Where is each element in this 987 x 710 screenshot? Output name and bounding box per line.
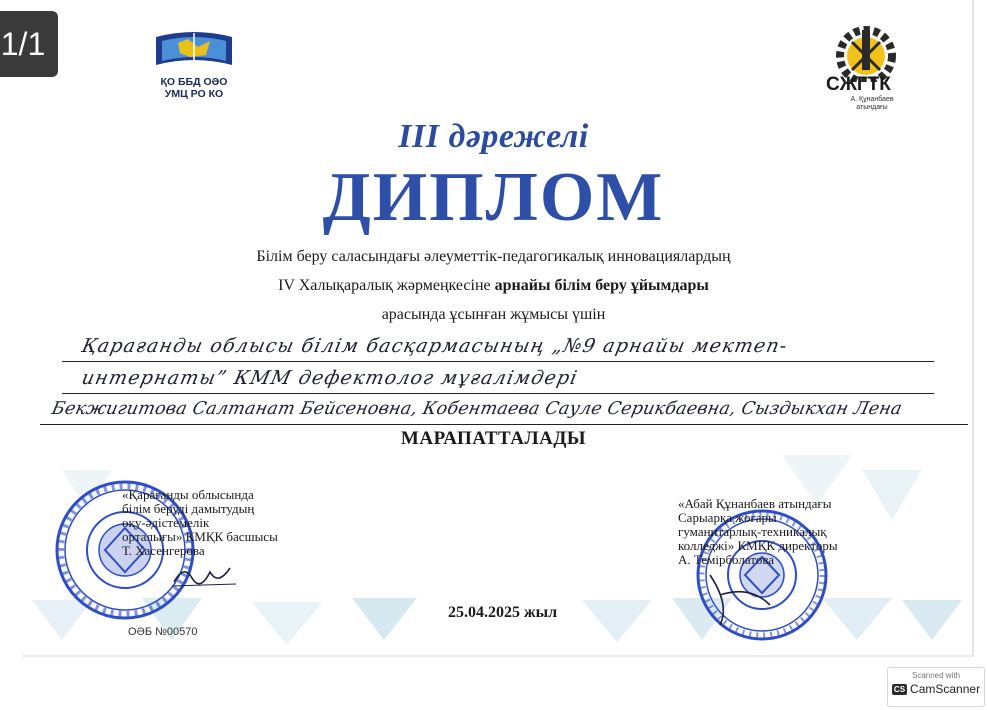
camscanner-logo-icon: CS: [893, 684, 906, 694]
diploma-degree: III дәрежелі: [398, 118, 589, 155]
intro-line-2: [0, 277, 987, 295]
diploma-title: ДИПЛОМ: [322, 159, 665, 236]
scanner-caption: Scanned with: [911, 671, 961, 680]
intro-line-3: арасында ұсынған жұмысы үшін: [381, 306, 606, 323]
handwritten-line-1: Қарағанды облысы білім басқармасының „№9 арнайы мектеп-: [79, 335, 790, 357]
book-emblem-icon: [148, 25, 240, 71]
right-signature: [700, 565, 790, 635]
scanner-brand-name: CamScanner: [910, 682, 981, 696]
college-abbreviation: СЖГТК: [826, 74, 891, 95]
intro-line-2-bold: арнайы білім беру ұйымдары: [494, 277, 709, 294]
page-counter: 1/1: [0, 11, 58, 77]
fill-in-rule-1: [62, 361, 934, 362]
fill-in-rule-2: [62, 393, 934, 394]
right-signatory-line-1: «Абай Құнанбаев атындағы: [678, 496, 832, 511]
organization-logo-left: [148, 25, 240, 100]
left-signatory-line-5: Т. Хасенгерова: [122, 543, 205, 558]
right-signatory: [678, 497, 838, 567]
left-signatory-line-3: оқу-әдістемелік: [122, 515, 210, 530]
awarded-heading: МАРАПАТТАЛАДЫ: [400, 428, 587, 449]
scanner-brand: [888, 682, 984, 696]
right-signatory-line-4: колледжі» КМҚК директоры: [678, 538, 838, 553]
logo-left-line2: УМЦ РО КО: [164, 88, 224, 100]
left-signature: [170, 560, 240, 590]
serial-number: ОӘБ №00570: [128, 626, 198, 638]
intro-line-2-prefix: IV Халықаралық жәрмеңкесіне: [278, 277, 495, 294]
fill-in-rule-3: [40, 424, 968, 425]
handwritten-line-2: интернаты” КММ дефектолог мұғалімдері: [79, 367, 581, 389]
gear-emblem-icon: [824, 22, 908, 82]
logo-left-line1: ҚО ББД ОӘО: [160, 76, 228, 88]
right-signatory-line-5: А. Темірболатова: [678, 552, 775, 567]
college-logo-subtitle: А. Құнанбаев атындағы: [850, 96, 894, 111]
right-signatory-line-3: гуманитарлық-техникалық: [678, 524, 827, 539]
intro-line-1: Білім беру саласындағы әлеуметтік-педагогикалық инновациялардың: [256, 248, 731, 265]
issue-date: 25.04.2025 жыл: [448, 604, 558, 621]
right-signatory-line-2: Сарыарқа жоғары: [678, 510, 777, 525]
camscanner-watermark: [887, 667, 985, 707]
handwritten-line-3: Бекжигитова Салтанат Бейсеновна, Кобентаева Сауле Серикбаевна, Сыздыкхан Лена: [49, 399, 904, 419]
left-signatory-line-4: орталығы» КМҚК басшысы: [122, 529, 278, 544]
left-signatory: [122, 488, 278, 558]
left-signatory-line-1: «Қарағанды облысында: [122, 487, 254, 502]
left-signatory-line-2: білім беруді дамытудың: [122, 501, 255, 516]
